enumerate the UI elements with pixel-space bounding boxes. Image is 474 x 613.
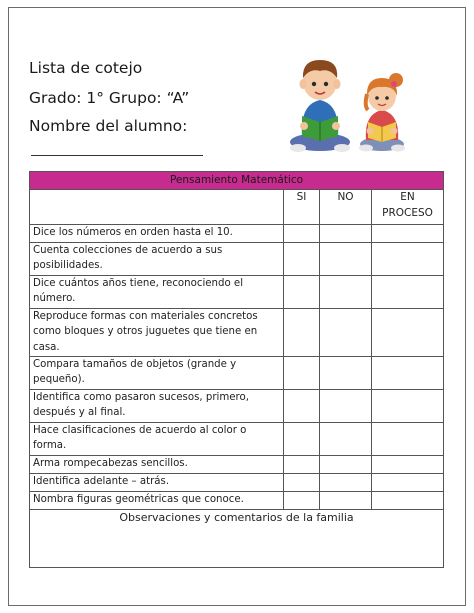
mark-cell-no[interactable] bbox=[320, 276, 372, 309]
column-header-en-proceso: EN PROCESO bbox=[372, 190, 444, 225]
criterion-text: Identifica como pasaron sucesos, primero, después y al final. bbox=[30, 390, 284, 423]
column-header-row bbox=[30, 190, 444, 225]
mark-cell-en-proceso[interactable] bbox=[372, 492, 444, 510]
mark-cell-en-proceso[interactable] bbox=[372, 456, 444, 474]
mark-cell-en-proceso[interactable] bbox=[372, 474, 444, 492]
document-title: Lista de cotejo bbox=[29, 59, 143, 77]
criterion-text: Reproduce formas con materiales concretos como bloques y otros juguetes que tiene en casa. bbox=[30, 309, 284, 357]
mark-cell-no[interactable] bbox=[320, 243, 372, 276]
criteria-header-blank bbox=[30, 190, 284, 225]
grade-group-line: Grado: 1° Grupo: “A” bbox=[29, 89, 190, 107]
mark-cell-si[interactable] bbox=[284, 276, 320, 309]
table-row bbox=[30, 390, 444, 423]
table-row bbox=[30, 456, 444, 474]
mark-cell-no[interactable] bbox=[320, 225, 372, 243]
mark-cell-en-proceso[interactable] bbox=[372, 276, 444, 309]
table-row bbox=[30, 243, 444, 276]
criterion-text: Nombra figuras geométricas que conoce. bbox=[30, 492, 284, 510]
table-row bbox=[30, 276, 444, 309]
table-row bbox=[30, 492, 444, 510]
mark-cell-no[interactable] bbox=[320, 492, 372, 510]
mark-cell-en-proceso[interactable] bbox=[372, 390, 444, 423]
mark-cell-si[interactable] bbox=[284, 243, 320, 276]
table-row bbox=[30, 225, 444, 243]
mark-cell-si[interactable] bbox=[284, 309, 320, 357]
mark-cell-en-proceso[interactable] bbox=[372, 243, 444, 276]
mark-cell-si[interactable] bbox=[284, 357, 320, 390]
table-row bbox=[30, 474, 444, 492]
boy-reading-icon bbox=[290, 60, 350, 152]
observations-row bbox=[30, 510, 444, 568]
criterion-text: Hace clasificaciones de acuerdo al color o forma. bbox=[30, 423, 284, 456]
criterion-text: Identifica adelante – atrás. bbox=[30, 474, 284, 492]
section-title: Pensamiento Matemático bbox=[30, 172, 444, 190]
criterion-text: Dice los números en orden hasta el 10. bbox=[30, 225, 284, 243]
mark-cell-no[interactable] bbox=[320, 456, 372, 474]
mark-cell-no[interactable] bbox=[320, 390, 372, 423]
girl-reading-icon bbox=[359, 73, 405, 152]
criterion-text: Arma rompecabezas sencillos. bbox=[30, 456, 284, 474]
mark-cell-en-proceso[interactable] bbox=[372, 423, 444, 456]
mark-cell-si[interactable] bbox=[284, 225, 320, 243]
mark-cell-si[interactable] bbox=[284, 423, 320, 456]
checklist-table bbox=[29, 171, 444, 568]
mark-cell-en-proceso[interactable] bbox=[372, 309, 444, 357]
table-row bbox=[30, 357, 444, 390]
column-header-no: NO bbox=[320, 190, 372, 225]
observations-box[interactable] bbox=[30, 510, 444, 568]
mark-cell-si[interactable] bbox=[284, 474, 320, 492]
mark-cell-si[interactable] bbox=[284, 492, 320, 510]
mark-cell-no[interactable] bbox=[320, 423, 372, 456]
mark-cell-no[interactable] bbox=[320, 474, 372, 492]
children-reading-icon bbox=[284, 44, 414, 156]
mark-cell-en-proceso[interactable] bbox=[372, 225, 444, 243]
mark-cell-no[interactable] bbox=[320, 357, 372, 390]
criterion-text: Dice cuántos años tiene, reconociendo el número. bbox=[30, 276, 284, 309]
section-title-row bbox=[30, 172, 444, 190]
observations-label: Observaciones y comentarios de la familia bbox=[119, 511, 354, 524]
criterion-text: Cuenta colecciones de acuerdo a sus posibilidades. bbox=[30, 243, 284, 276]
mark-cell-si[interactable] bbox=[284, 456, 320, 474]
mark-cell-si[interactable] bbox=[284, 390, 320, 423]
mark-cell-no[interactable] bbox=[320, 309, 372, 357]
criterion-text: Compara tamaños de objetos (grande y pequeño). bbox=[30, 357, 284, 390]
mark-cell-en-proceso[interactable] bbox=[372, 357, 444, 390]
column-header-si: SI bbox=[284, 190, 320, 225]
student-name-blank-line[interactable] bbox=[31, 155, 203, 156]
table-row bbox=[30, 309, 444, 357]
table-row bbox=[30, 423, 444, 456]
student-name-label: Nombre del alumno: bbox=[29, 117, 188, 135]
